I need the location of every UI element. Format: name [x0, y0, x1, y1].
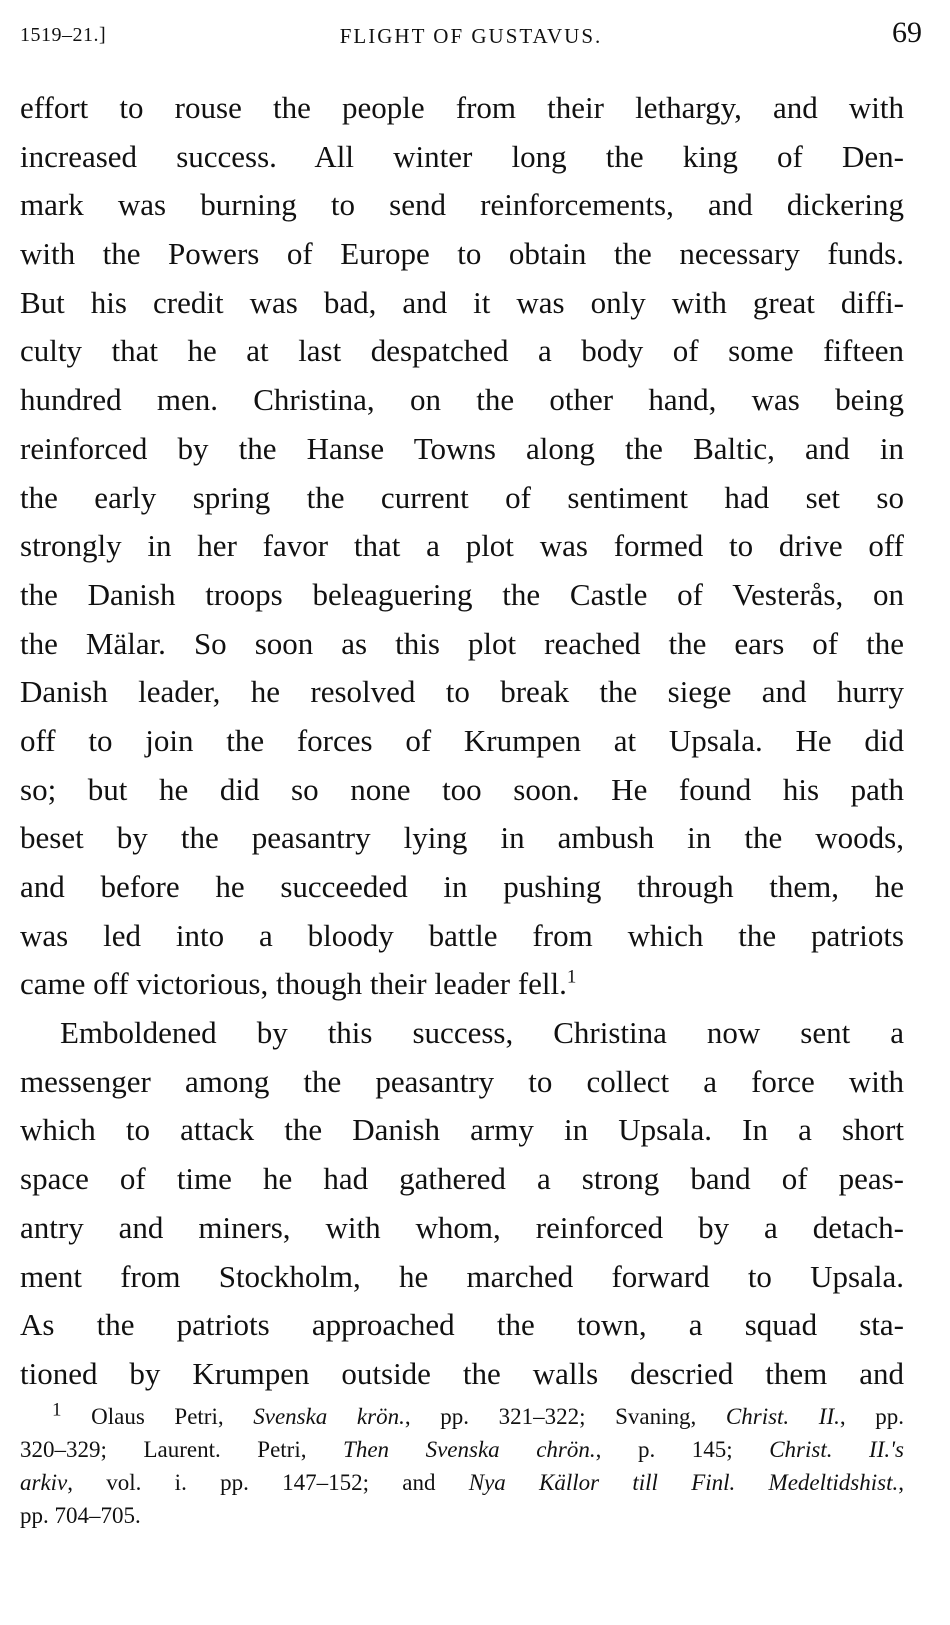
- text-line: came off victorious, though their leader fell.$^1$: [20, 966, 577, 1002]
- footnote: [20, 1400, 904, 1532]
- text-line: mark was burning to send reinforcements, and dickering: [20, 187, 904, 223]
- footnote-line: [20, 1400, 904, 1433]
- header-chapter-title: FLIGHT OF GUSTAVUS.: [339, 24, 603, 48]
- footnote-seg: , vol. i. pp. 147–152; and: [67, 1470, 469, 1495]
- footnote-citation-title: arkiv: [20, 1470, 68, 1495]
- text-line: But his credit was bad, and it was only with great diffi-: [20, 284, 904, 320]
- footnote-citation-title: Svenska krön.: [253, 1404, 405, 1429]
- text-line: Danish leader, he resolved to break the siege and hurry: [20, 674, 904, 710]
- footnote-citation-title: Then Svenska chrön.: [343, 1437, 596, 1462]
- text-line: so; but he did so none too soon. He found his path: [20, 771, 904, 807]
- footnote-citation-title: Christ. II.'s: [769, 1437, 904, 1462]
- footnote-reference: 1: [566, 967, 577, 989]
- footnote-seg: Olaus Petri,: [61, 1404, 254, 1429]
- page-number: 69: [892, 16, 922, 49]
- footnote-line: [20, 1466, 904, 1499]
- text-line: and before he succeeded in pushing through them, he: [20, 869, 904, 904]
- text-line: strongly in her favor that a plot was formed to drive off: [20, 528, 904, 564]
- running-header: [20, 16, 922, 50]
- text-line: messenger among the peasantry to collect a force with: [20, 1063, 904, 1099]
- paragraph-2: [20, 1009, 904, 1399]
- footnote-seg: pp. 704–705.: [20, 1503, 141, 1528]
- text-line: was led into a bloody battle from which the patriots: [20, 917, 904, 953]
- footnote-line: [20, 1499, 904, 1532]
- text-line: the Mälar. So soon as this plot reached the ears of the: [20, 625, 904, 661]
- text-line: culty that he at last despatched a body of some fifteen: [20, 333, 904, 369]
- footnote-seg: ,: [898, 1470, 904, 1495]
- text-line: increased success. All winter long the king of Den-: [20, 138, 904, 174]
- text-line: hundred men. Christina, on the other hand, was being: [20, 382, 904, 418]
- text-line: beset by the peasantry lying in ambush in the woods,: [20, 820, 904, 856]
- paragraph-1: [20, 84, 904, 1009]
- text-line: off to join the forces of Krumpen at Upsala. He did: [20, 722, 904, 758]
- body-text: [20, 84, 904, 1399]
- text-line: antry and miners, with whom, reinforced by a detach-: [20, 1209, 904, 1245]
- footnote-seg: , pp. 321–322; Svaning,: [404, 1404, 726, 1429]
- footnote-seg: 320–329; Laurent. Petri,: [20, 1437, 344, 1462]
- text-line: tioned by Krumpen outside the walls descried them and: [20, 1355, 904, 1391]
- text-line: space of time he had gathered a strong band of peas-: [20, 1161, 904, 1197]
- text-line: the early spring the current of sentiment had set so: [20, 479, 904, 515]
- text-line: As the patriots approached the town, a squad sta-: [20, 1307, 904, 1343]
- text-line: reinforced by the Hanse Towns along the Baltic, and in: [20, 430, 904, 466]
- text-line: effort to rouse the people from their lethargy, and with: [20, 90, 904, 125]
- text-line: the Danish troops beleaguering the Castle of Vesterås, on: [20, 576, 904, 612]
- footnote-seg: , pp.: [839, 1404, 904, 1429]
- text-line: Emboldened by this success, Christina now sent a: [60, 1015, 904, 1051]
- footnote-citation-title: Christ. II.: [725, 1404, 840, 1429]
- footnote-line: [20, 1433, 904, 1466]
- header-date-range: 1519–21.]: [20, 24, 107, 46]
- footnote-citation-title: Nya Källor till Finl. Medeltidshist.: [468, 1470, 899, 1495]
- footnote-mark: 1: [52, 1400, 62, 1421]
- text-line: with the Powers of Europe to obtain the necessary funds.: [20, 236, 904, 272]
- text-line: ment from Stockholm, he marched forward to Upsala.: [20, 1258, 904, 1294]
- text-line: which to attack the Danish army in Upsala. In a short: [20, 1112, 904, 1148]
- footnote-seg: , p. 145;: [595, 1437, 770, 1462]
